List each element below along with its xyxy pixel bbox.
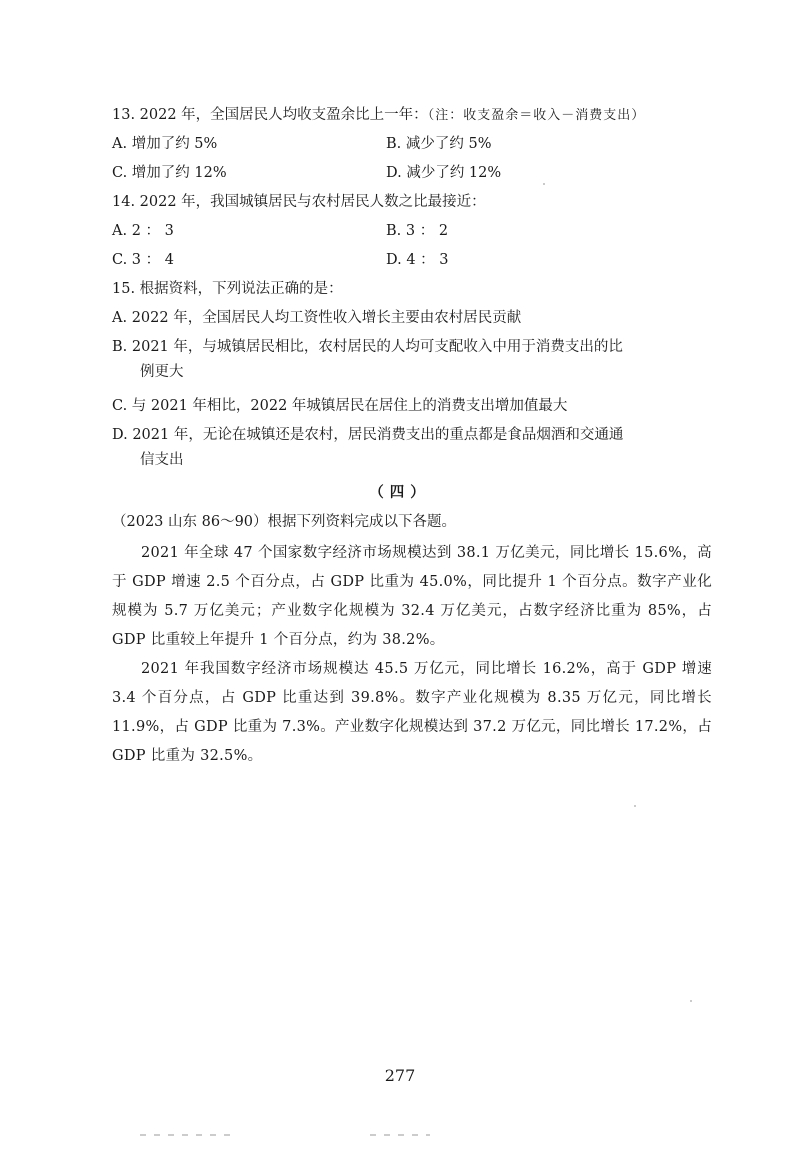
footer-bleed-marks (370, 1134, 430, 1136)
question-15-stem: 15. 根据资料，下列说法正确的是： (112, 281, 343, 297)
question-15-option-b: B. 2021 年，与城镇居民相比，农村居民的人均可支配收入中用于消费支出的比 (112, 339, 623, 355)
question-13-option-b: B. 减少了约 5% (386, 136, 492, 152)
footer-bleed-marks (140, 1134, 230, 1136)
section-source: （2023 山东 86～90）根据下列资料完成以下各题。 (112, 514, 457, 530)
question-13-note: （注：收支盈余＝收入－消费支出） (427, 108, 646, 123)
question-13-stem (112, 105, 645, 126)
scan-speck (543, 183, 545, 185)
question-14-option-d: D. 4 ： 3 (386, 252, 449, 268)
paragraph-text: 2021 年全球 47 个国家数字经济市场规模达到 38.1 万亿美元，同比增长 15.6%，高于 GDP 增速 2.5 个百分点，占 GDP 比重为 45.0%，同比提升 1 个百分点。数字产业化规模为 5.7 万亿美元；产业数字化规模为 32.4 万亿美元，占数字经济比重为 85%，占 GDP 比重较上年提升 1 个百分点，约为 38.2%。 (112, 545, 712, 648)
question-15-option-b-continued: 例更大 (140, 364, 184, 380)
material-paragraph-2 (112, 655, 712, 771)
page-number: 277 (384, 1066, 416, 1085)
question-15-option-a: A. 2022 年，全国居民人均工资性收入增长主要由农村居民贡献 (112, 310, 522, 326)
material-paragraph-1 (112, 539, 712, 655)
question-13-option-c: C. 增加了约 12% (112, 165, 227, 181)
question-15-option-d-continued: 信支出 (140, 452, 184, 468)
question-13-option-d: D. 减少了约 12% (386, 165, 502, 181)
section-title: （四） (369, 484, 431, 501)
question-13-text: 13. 2022 年，全国居民人均收支盈余比上一年： (112, 107, 428, 123)
question-13-option-a: A. 增加了约 5% (112, 136, 218, 152)
question-14-option-c: C. 3 ： 4 (112, 252, 174, 268)
question-15-option-c: C. 与 2021 年相比，2022 年城镇居民在居住上的消费支出增加值最大 (112, 398, 568, 414)
scan-speck (634, 805, 636, 807)
question-14-stem: 14. 2022 年，我国城镇居民与农村居民人数之比最接近： (112, 194, 486, 210)
paragraph-text: 2021 年我国数字经济市场规模达 45.5 万亿元，同比增长 16.2%，高于 GDP 增速 3.4 个百分点，占 GDP 比重达到 39.8%。数字产业化规模为 8.35 万亿元，同比增长 11.9%，占 GDP 比重为 7.3%。产业数字化规模达到 37.2 万亿元，同比增长 17.2%，占 GDP 比重为 32.5%。 (112, 661, 712, 764)
question-15-option-d: D. 2021 年，无论在城镇还是农村，居民消费支出的重点都是食品烟酒和交通通 (112, 427, 624, 443)
question-14-option-b: B. 3 ： 2 (386, 223, 449, 239)
scan-speck (690, 1000, 692, 1002)
question-14-option-a: A. 2 ： 3 (112, 223, 174, 239)
